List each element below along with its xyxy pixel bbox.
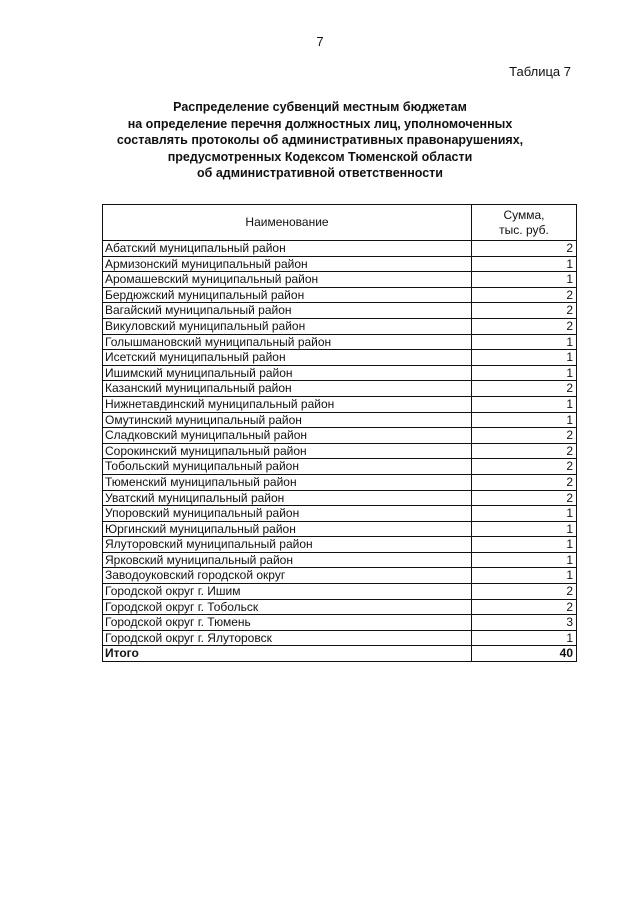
row-name: Юргинский муниципальный район <box>103 521 472 537</box>
row-name: Сладковский муниципальный район <box>103 428 472 444</box>
row-name: Сорокинский муниципальный район <box>103 443 472 459</box>
row-sum: 2 <box>472 303 577 319</box>
title-line: об административной ответственности <box>197 166 443 181</box>
table-row <box>103 552 577 568</box>
row-sum: 2 <box>472 459 577 475</box>
row-name: Вагайский муниципальный район <box>103 303 472 319</box>
row-sum: 2 <box>472 599 577 615</box>
row-sum: 1 <box>472 272 577 288</box>
document-title <box>60 99 580 182</box>
row-sum: 3 <box>472 615 577 631</box>
row-name: Аромашевский муниципальный район <box>103 272 472 288</box>
table-row <box>103 506 577 522</box>
total-row <box>103 646 577 662</box>
table-row <box>103 287 577 303</box>
page-number: 7 <box>316 34 324 49</box>
title-line: на определение перечня должностных лиц, уполномоченных <box>127 116 513 131</box>
row-sum: 1 <box>472 396 577 412</box>
table-row <box>103 318 577 334</box>
table-label: Таблица 7 <box>509 64 571 79</box>
row-sum: 2 <box>472 381 577 397</box>
name-column-header: Наименование <box>103 205 472 241</box>
row-name: Городской округ г. Ишим <box>103 584 472 600</box>
row-sum: 1 <box>472 350 577 366</box>
table-row <box>103 537 577 553</box>
table-row <box>103 241 577 257</box>
table-row <box>103 396 577 412</box>
row-sum: 1 <box>472 334 577 350</box>
title-line: предусмотренных Кодексом Тюменской области <box>167 149 473 164</box>
sum-column-header <box>472 205 577 241</box>
row-sum: 2 <box>472 443 577 459</box>
row-name: Абатский муниципальный район <box>103 241 472 257</box>
row-name: Тюменский муниципальный район <box>103 474 472 490</box>
table-row <box>103 381 577 397</box>
table-row <box>103 428 577 444</box>
table-row <box>103 459 577 475</box>
row-name: Городской округ г. Тюмень <box>103 615 472 631</box>
table-row <box>103 365 577 381</box>
subvention-table <box>102 204 577 662</box>
table-row <box>103 256 577 272</box>
row-sum: 1 <box>472 506 577 522</box>
row-name: Тобольский муниципальный район <box>103 459 472 475</box>
table-row <box>103 334 577 350</box>
row-name: Ярковский муниципальный район <box>103 552 472 568</box>
table-row <box>103 615 577 631</box>
row-sum: 1 <box>472 412 577 428</box>
total-sum: 40 <box>472 646 577 662</box>
table-row <box>103 474 577 490</box>
title-line: Распределение субвенций местным бюджетам <box>173 100 467 114</box>
row-name: Нижнетавдинский муниципальный район <box>103 396 472 412</box>
row-name: Уватский муниципальный район <box>103 490 472 506</box>
row-name: Упоровский муниципальный район <box>103 506 472 522</box>
table-row <box>103 584 577 600</box>
row-sum: 2 <box>472 490 577 506</box>
row-name: Ялуторовский муниципальный район <box>103 537 472 553</box>
row-sum: 1 <box>472 537 577 553</box>
sum-header-line: Сумма, <box>503 207 545 222</box>
table-row <box>103 490 577 506</box>
row-name: Ишимский муниципальный район <box>103 365 472 381</box>
table-row <box>103 630 577 646</box>
row-sum: 1 <box>472 521 577 537</box>
row-name: Заводоуковский городской округ <box>103 568 472 584</box>
row-sum: 1 <box>472 568 577 584</box>
row-sum: 2 <box>472 241 577 257</box>
row-sum: 2 <box>472 318 577 334</box>
row-sum: 1 <box>472 365 577 381</box>
table-row <box>103 568 577 584</box>
row-sum: 1 <box>472 630 577 646</box>
row-name: Бердюжский муниципальный район <box>103 287 472 303</box>
row-name: Армизонский муниципальный район <box>103 256 472 272</box>
row-name: Казанский муниципальный район <box>103 381 472 397</box>
table-row <box>103 272 577 288</box>
table-header-row <box>103 205 577 241</box>
row-name: Городской округ г. Тобольск <box>103 599 472 615</box>
table-row <box>103 350 577 366</box>
row-sum: 2 <box>472 474 577 490</box>
row-sum: 2 <box>472 584 577 600</box>
table-row <box>103 599 577 615</box>
row-name: Городской округ г. Ялуторовск <box>103 630 472 646</box>
table-row <box>103 443 577 459</box>
row-sum: 2 <box>472 428 577 444</box>
row-sum: 1 <box>472 256 577 272</box>
row-sum: 2 <box>472 287 577 303</box>
row-name: Исетский муниципальный район <box>103 350 472 366</box>
table-row <box>103 303 577 319</box>
sum-header-line: тыс. руб. <box>499 222 549 237</box>
title-line: составлять протоколы об административных правонарушениях, <box>116 133 524 148</box>
row-name: Викуловский муниципальный район <box>103 318 472 334</box>
row-name: Омутинский муниципальный район <box>103 412 472 428</box>
row-name: Голышмановский муниципальный район <box>103 334 472 350</box>
total-label: Итого <box>103 646 472 662</box>
table-body <box>103 241 577 662</box>
row-sum: 1 <box>472 552 577 568</box>
table-row <box>103 521 577 537</box>
table-row <box>103 412 577 428</box>
